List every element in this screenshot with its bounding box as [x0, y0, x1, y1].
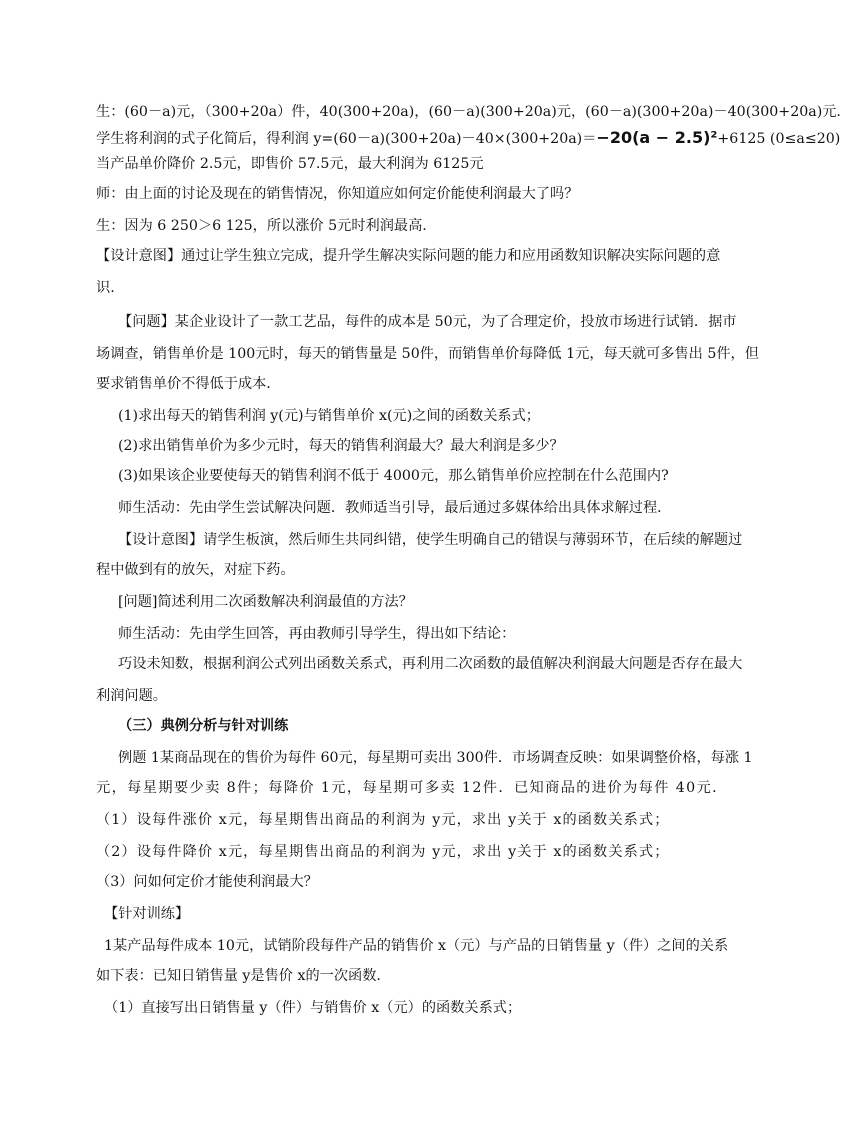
text-line: 师生活动：先由学生回答，再由教师引导学生，得出如下结论：: [118, 626, 516, 642]
text-line: 【问题】某企业设计了一款工艺品，每件的成本是 50元，为了合理定价，投放市场进行试销．据市: [118, 314, 737, 330]
section-label: 【针对训练】: [104, 906, 190, 922]
text-line: （1）直接写出日销售量 y（件）与销售价 x（元）的函数关系式；: [104, 1000, 522, 1016]
text-line: 例题 1某商品现在的售价为每件 60元，每星期可卖出 300件．市场调查反映：如果调整价格，每涨 1: [118, 750, 753, 766]
text-line: 识.: [96, 280, 115, 296]
text-line: (1)求出每天的销售利润 y(元)与销售单价 x(元)之间的函数关系式；: [118, 408, 540, 424]
text-line: 当产品单价降价 2.5元，即售价 57.5元，最大利润为 6125元: [96, 156, 484, 172]
text-line: 生：因为 6 250＞6 125，所以涨价 5元时利润最高.: [96, 218, 427, 234]
text-line: （3）问如何定价才能使利润最大？: [96, 874, 318, 890]
text-line: (3)如果该企业要使每天的销售利润不低于 4000元，那么销售单价应控制在什么范围内?: [118, 468, 669, 484]
text-line: 如下表：已知日销售量 y是售价 x的一次函数.: [96, 968, 381, 984]
formula-domain: +6125 (0≤a≤20): [717, 131, 841, 147]
text-line: 生：(60－a)元，（300+20a）件，40(300+20a)，(60－a)(300+20a)元，(60－a)(300+20a)－40(300+20a)元.: [96, 104, 841, 120]
formula-vertex-form: −20(a − 2.5)²: [596, 128, 718, 147]
text-line: 【设计意图】请学生板演，然后师生共同纠错，使学生明确自己的错误与薄弱环节，在后续的解题过: [118, 532, 743, 548]
text-line: 元，每星期要少卖 8件；每降价 1元，每星期可多卖 12件．已知商品的进价为每件 40元．: [96, 780, 728, 796]
text-line: 师生活动：先由学生尝试解决问题．教师适当引导，最后通过多媒体给出具体求解过程．: [118, 500, 672, 516]
formula-line: [96, 128, 840, 149]
text-line: 程中做到有的放矢，对症下药。: [96, 562, 295, 578]
text-line: 师：由上面的讨论及现在的销售情况，你知道应如何定价能使利润最大了吗？: [96, 186, 579, 202]
text-line: （1）设每件涨价 x元，每星期售出商品的利润为 y元，求出 y关于 x的函数关系式；: [96, 812, 670, 828]
section-heading: （三）典例分析与针对训练: [118, 718, 289, 734]
formula-text: 学生将利润的式子化简后，得利润 y=(60－a)(300+20a)－40×(300+20a)＝: [96, 131, 597, 147]
text-line: 1某产品每件成本 10元，试销阶段每件产品的销售价 x（元）与产品的日销售量 y（件）之间的关系: [104, 938, 729, 954]
text-line: 利润问题。: [96, 688, 167, 704]
text-line: 要求销售单价不得低于成本．: [96, 376, 281, 392]
text-line: （2）设每件降价 x元，每星期售出商品的利润为 y元，求出 y关于 x的函数关系式；: [96, 844, 670, 860]
text-line: 巧设未知数，根据利润公式列出函数关系式，再利用二次函数的最值解决利润最大问题是否存在最大: [118, 656, 743, 672]
text-line: 【设计意图】通过让学生独立完成，提升学生解决实际问题的能力和应用函数知识解决实际问题的意: [96, 248, 721, 264]
text-line: (2)求出销售单价为多少元时，每天的销售利润最大？最大利润是多少？: [118, 438, 564, 454]
text-line: [问题]简述利用二次函数解决利润最值的方法？: [118, 594, 413, 610]
text-line: 场调查，销售单价是 100元时，每天的销售量是 50件，而销售单价每降低 1元，每天就可多售出 5件，但: [96, 346, 759, 362]
